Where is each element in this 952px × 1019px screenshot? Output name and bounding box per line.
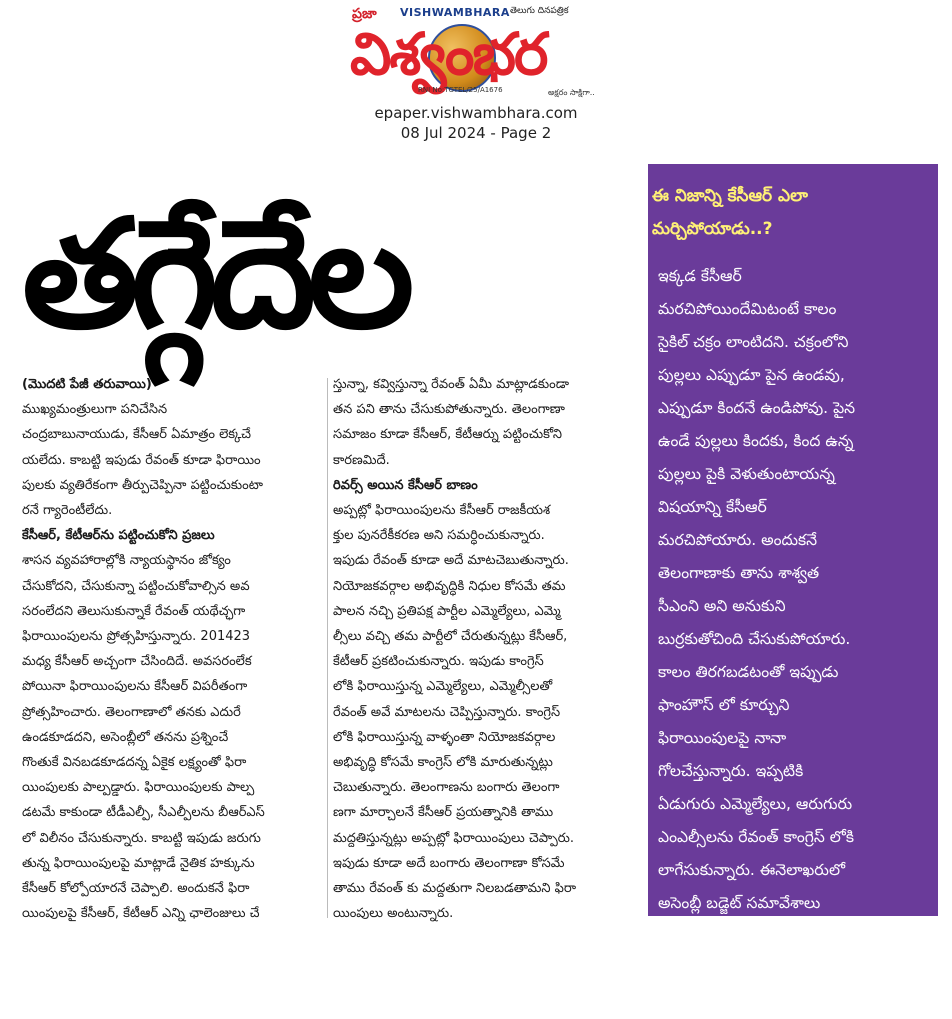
middle-column-line: ణగా మార్చాలనే కేసీఆర్ ప్రయత్నానికి తాము [333,805,554,821]
sidebar-body-line: మరచిపోయిందేమిటంటే కాలం [658,300,837,318]
left-column-line: డటమే కాకుండా టీడీఎల్పీ, సీఎల్పీలను బీఆర్ఎస్ [22,805,265,821]
sidebar-body-line: విషయాన్ని కేసీఆర్ [658,498,767,516]
middle-column-line: పాలన నచ్చి ప్రతిపక్ష పార్టీల ఎమ్మెల్యేలు, ఎమ్మె [333,603,561,619]
masthead-english-name: VISHWAMBHARA [400,6,510,19]
sidebar-body-line: ఫాంహౌస్ లో కూర్చుని [658,696,790,714]
left-column-subheading: కేసీఆర్, కేటీఆర్‌ను పట్టించుకోని ప్రజలు [22,528,215,544]
source-url: epaper.vishwambhara.com [374,104,578,122]
middle-column-line: ఇపుడు రేవంత్ కూడా అదే మాటచెబుతున్నారు. [333,553,569,569]
middle-column-line: స్తున్నా, కవ్విస్తున్నా రేవంత్ ఏమీ మాట్లాడకుండా [333,377,569,392]
left-column-line: సరంలేదని తెలుసుకున్నాకే రేవంత్ యథేచ్ఛగా [22,603,246,619]
left-column-line: గొంతుకే వినబడకూడదన్న ఏకైక లక్ష్యంతో ఫిరా [22,755,247,771]
middle-column-line: తన పని తాను చేసుకుపోతున్నారు. తెలంగాణా [333,402,565,418]
sidebar-body-line: గోలచేస్తున్నారు. ఇప్పటికి [658,762,804,780]
middle-column-line: అభివృద్ధి కోసమే కాంగ్రెస్ లోకి మారుతున్నట్లు [333,755,553,771]
sidebar-body-line: సైకిల్ చక్రం లాంటిదని. చక్రంలోని [658,333,849,351]
sidebar-heading [652,180,934,246]
middle-column-line: క్తుల పునరేకీకరణ అని సమర్ధించుకున్నారు. [333,528,545,544]
masthead-tagline: తెలుగు దినపత్రిక [510,6,569,16]
sidebar-heading-line: మర్చిపోయాడు..? [652,219,773,239]
middle-column-line: యింపులు అంటున్నారు. [333,906,454,922]
masthead-slogan: అక్షరం సాక్షిగా.. [548,88,595,97]
sidebar-body-line: కాంగ్రెస్ లో చేరిపోతారో చూడాలి. [658,993,852,1011]
middle-column-line: అప్పట్లో ఫిరాయింపులను కేసీఆర్ రాజకీయశ [333,503,551,519]
middle-column-line: కేటీఆర్ ప్రకటించుకున్నారు. ఇపుడు కాంగ్రెస్ [333,654,544,670]
left-column-line: కేసీఆర్ కోల్పోయారనే చెప్పాలి. అందుకనే ఫిరా [22,881,250,897]
left-column-line: ఉండకూడదని, అసెంబ్లీలో తనను ప్రశ్నించే [22,729,229,745]
middle-column [333,372,638,926]
left-column-line: పులకు వ్యతిరేకంగా తీర్పుచెప్పినా పట్టించుకుంటా [22,477,263,493]
date-page: 08 Jul 2024 - Page 2 [400,124,552,142]
sidebar-body-line: పుల్లలు పైకి వెళుతుంటాయన్న [658,465,835,483]
headline: తగ్గేదేల [22,188,407,362]
middle-column-line: నియోజకవర్గాల అభివృద్ధికి నిధుల కోసమే తమ [333,578,566,594]
left-column-line: యలేదు. కాబట్టి ఇపుడు రేవంత్ కూడా ఫిరాయిం [22,452,261,468]
left-column-line: రనే గ్యారెంటీలేదు. [22,503,113,519]
left-column-line: ప్రోత్సహించారు. తెలంగాణాలో తనకు ఎదురే [22,704,241,720]
sidebar-body-line: ఇక్కడ కేసీఆర్ [658,267,742,285]
left-column-line: లో విలీనం చేసుకున్నారు. కాబట్టి ఇపుడు జరుగు [22,830,261,846]
sidebar-heading-line: ఈ నిజాన్ని కేసీఆర్ ఎలా [652,186,808,206]
left-column-line: మధ్య కేసీఆర్ అచ్చంగా చేసిందిదే. అవసరంలేక [22,654,252,670]
middle-column-line: తాము రేవంత్ కు మద్దతుగా నిలబడతామని ఫిరా [333,881,577,897]
left-column-line: శాసన వ్యవహారాల్లోకి న్యాయస్థానం జోక్యం [22,553,231,569]
sidebar-body-line: మొదలయ్యేలోగా ఇంకెంతమంది [658,927,847,945]
sidebar-body-line: ఎప్పుడూ కిందనే ఉండిపోవు. పైన [658,399,856,417]
sidebar-body [658,260,934,1019]
sidebar-body-line: మరచిపోయారు. అందుకనే [658,531,818,549]
sidebar-body-line: ఉండే పుల్లలు కిందకు, కింద ఉన్న [658,432,854,450]
middle-column-line: ల్సీలు వచ్చి తమ పార్టీలో చేరుతున్నట్లు కేసీఆర్, [333,629,568,645]
middle-column-line: మద్దతిస్తున్నట్లు అప్పట్లో ఫిరాయింపులు చెప్పారు. [333,830,575,846]
sidebar-body-line: కాలం తిరగబడటంతో ఇప్పుడు [658,663,839,681]
left-column-line: యింపులకు పాల్పడ్డారు. ఫిరాయింపులకు పాల్ప [22,780,255,796]
middle-column-line: సమాజం కూడా కేసీఆర్, కేటీఆర్ను పట్టించుకోని [333,427,562,443]
left-column-line: ముఖ్యమంత్రులుగా పనిచేసిన [22,402,168,418]
left-column-line: యింపులపై కేసీఆర్, కేటీఆర్ ఎన్ని ఛాలెంజులు చే [22,906,260,922]
masthead-title: విశ్వంభర [350,20,547,88]
middle-column-line: రేవంత్ అవే మాటలను చెప్పిస్తున్నారు. కాంగ్రెస్ [333,704,561,720]
middle-column-line: కారణమిదే. [333,452,390,468]
left-column-line: పోయినా ఫిరాయింపులను కేసీఆర్ విపరీతంగా [22,679,248,695]
masthead-rni: RNI No:TGTEL/25/A1676 [418,86,503,94]
middle-column-subheading: రివర్స్ అయిన కేసీఆర్ బాణం [333,477,478,493]
column-divider [327,378,328,918]
sidebar-body-line: పుల్లలు ఎప్పుడూ పైన ఉండవు, [658,366,845,384]
sidebar-body-line: లాగేసుకున్నారు. ఈనెలాఖరులో [658,861,845,879]
masthead [330,4,630,100]
middle-column-line: లోకి ఫిరాయిస్తున్న వాళ్ళంతా నియోజకవర్గాల [333,729,556,745]
left-column-line: తున్న ఫిరాయింపులపై మాట్లాడే నైతిక హక్కును [22,855,255,871]
sidebar-body-line: ఫిరాయింపులపై నానా [658,729,787,747]
masthead-small-title: ప్రజా [352,6,377,22]
sidebar-body-line: ఎంఎల్సీలను రేవంత్ కాంగ్రెస్ లోకి [658,828,855,846]
sidebar-body-line: సీఎంని అని అనుకుని [658,597,786,615]
sidebar-body-line: తెలంగాణాకు తాను శాశ్వత [658,564,820,582]
left-column-line: చంద్రబాబునాయుడు, కేసీఆర్ ఏమాత్రం లెక్కచే [22,427,251,443]
left-column-line: ఫిరాయింపులను ప్రోత్సహిస్తున్నారు. 201423 [22,629,251,645]
left-column [22,372,322,926]
sidebar-body-line: బుర్రకుతోచింది చేసుకుపోయారు. [658,630,851,648]
sidebar-body-line: ఏడుగురు ఎమ్మెల్యేలు, ఆరుగురు [658,795,853,813]
middle-column-line: ఇపుడు కూడా అదే బంగారు తెలంగాణా కోసమే [333,855,565,871]
left-column-line: చేసుకోదని, చేసుకున్నా పట్టించుకోవాల్సిన అవ [22,578,250,594]
sidebar-body-line: అసెంబ్లీ బడ్జెట్ సమావేశాలు [658,894,821,912]
left-column-subheading: (మొదటి పేజీ తరువాయి) [22,377,152,392]
sidebar-body-line: కారుపార్టీ ప్రజా ప్రతినిధులు [658,960,816,978]
middle-column-line: చెబుతున్నారు. తెలంగాణను బంగారు తెలంగా [333,780,560,796]
middle-column-line: లోకి ఫిరాయిస్తున్న ఎమ్మెల్యేలు, ఎమ్మెల్సీలతో [333,679,553,695]
